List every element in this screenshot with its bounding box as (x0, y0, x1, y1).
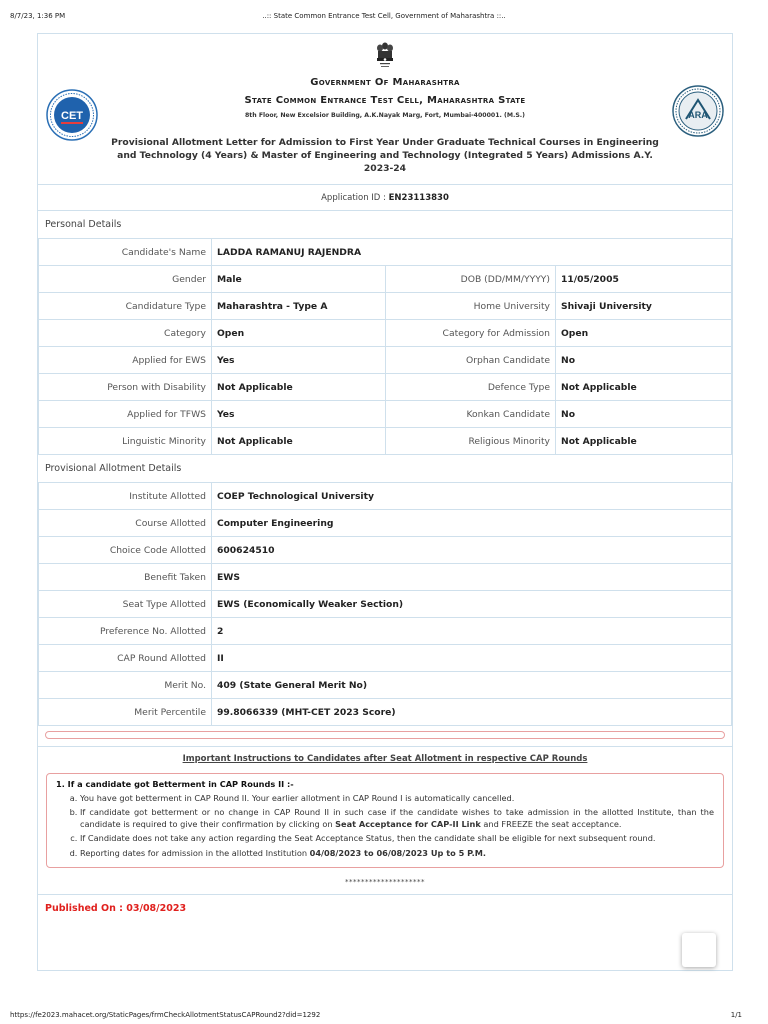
field-label: Candidature Type (39, 293, 212, 320)
svg-text:CET: CET (61, 110, 83, 122)
field-value: EWS (Economically Weaker Section) (212, 591, 732, 618)
table-row (39, 401, 732, 428)
field-label: Applied for TFWS (39, 401, 212, 428)
field-label: Linguistic Minority (39, 428, 212, 455)
application-id-label: Application ID : (321, 193, 386, 203)
field-value: Not Applicable (212, 374, 386, 401)
field-value: Not Applicable (212, 428, 386, 455)
field-label: DOB (DD/MM/YYYY) (386, 266, 556, 293)
print-url: https://fe2023.mahacet.org/StaticPages/frmCheckAllotmentStatusCAPRound2?did=1292 (10, 1011, 321, 1019)
field-value: 11/05/2005 (556, 266, 732, 293)
print-datetime: 8/7/23, 1:36 PM (10, 12, 66, 20)
reporting-dates: 04/08/2023 to 06/08/2023 Up to 5 P.M. (309, 847, 487, 858)
instruction-list (80, 793, 714, 860)
table-row (39, 347, 732, 374)
instructions-title: Important Instructions to Candidates after Seat Allotment in respective CAP Rounds (182, 754, 588, 764)
table-row (39, 428, 732, 455)
list-item (80, 793, 714, 805)
field-label: CAP Round Allotted (39, 645, 212, 672)
field-label: Orphan Candidate (386, 347, 556, 374)
stars-separator: ******************** (345, 878, 425, 886)
government-title: Government Of Maharashtra (310, 77, 460, 88)
allotment-details-table (38, 482, 732, 726)
seat-acceptance-link[interactable]: Seat Acceptance for CAP-II Link (335, 818, 481, 829)
table-row (39, 672, 732, 699)
divider (38, 746, 732, 747)
list-item (80, 807, 714, 830)
ara-logo-icon (672, 85, 724, 137)
print-tab-title: ..:: State Common Entrance Test Cell, Government of Maharashtra ::.. (262, 12, 506, 20)
table-row (39, 293, 732, 320)
instruction-number: 1. (56, 779, 65, 789)
field-label: Seat Type Allotted (39, 591, 212, 618)
personal-details-table (38, 238, 732, 455)
instruction-c-text: If Candidate does not take any action regarding the Seat Acceptance Status, then the candidate shall be eligible for next subsequent round. (80, 833, 656, 843)
letter-title: Provisional Allotment Letter for Admission to First Year Under Graduate Technical Courses in Engineering and Technology (4 Years) & Master of Engineering and Technology (Integrated 5 Years) Admissions A.Y. 2023-24 (111, 137, 659, 174)
field-value: Maharashtra - Type A (212, 293, 386, 320)
field-value: Yes (212, 401, 386, 428)
table-row (39, 483, 732, 510)
table-row (39, 239, 732, 266)
cell-title: State Common Entrance Test Cell, Maharashtra State (244, 95, 526, 106)
table-row (39, 510, 732, 537)
field-label: Preference No. Allotted (39, 618, 212, 645)
field-value: 99.8066339 (MHT-CET 2023 Score) (212, 699, 732, 726)
office-address: 8th Floor, New Excelsior Building, A.K.Nayak Marg, Fort, Mumbai-400001. (M.S.) (245, 112, 525, 119)
field-value: 409 (State General Merit No) (212, 672, 732, 699)
field-value: Shivaji University (556, 293, 732, 320)
field-label: Religious Minority (386, 428, 556, 455)
letter-header (38, 34, 732, 185)
instruction-heading (56, 779, 714, 791)
candidate-name-label: Candidate's Name (39, 239, 212, 266)
field-label: Benefit Taken (39, 564, 212, 591)
field-label: Defence Type (386, 374, 556, 401)
national-emblem-icon (374, 40, 396, 74)
field-value: No (556, 347, 732, 374)
application-id-row (38, 185, 732, 211)
list-item (80, 848, 714, 860)
field-label: Institute Allotted (39, 483, 212, 510)
table-row (39, 618, 732, 645)
table-row (39, 591, 732, 618)
field-value: Open (212, 320, 386, 347)
table-row (39, 320, 732, 347)
instruction-b-text-end: and FREEZE the seat acceptance. (483, 818, 622, 829)
instruction-b-text: If candidate got betterment or no change in CAP Round II in such case if the candidate wishes to take admission in the allotted Institute, than the candidate is required to give their confirmation by clicking on (80, 807, 714, 829)
instruction-d-text: Reporting dates for admission in the allotted Institution (80, 847, 308, 858)
table-row (39, 537, 732, 564)
published-date: Published On : 03/08/2023 (38, 894, 732, 914)
field-label: Category (39, 320, 212, 347)
list-item (80, 833, 714, 845)
field-value: 600624510 (212, 537, 732, 564)
field-label: Home University (386, 293, 556, 320)
floating-action-button[interactable] (682, 933, 716, 967)
field-label: Konkan Candidate (386, 401, 556, 428)
svg-text:ARA: ARA (688, 110, 708, 120)
table-row (39, 266, 732, 293)
instruction-a-text: You have got betterment in CAP Round II. Your earlier allotment in CAP Round I is automatically cancelled. (80, 792, 515, 803)
personal-details-title: Personal Details (45, 219, 122, 230)
table-row (39, 374, 732, 401)
field-label: Gender (39, 266, 212, 293)
field-value: Computer Engineering (212, 510, 732, 537)
field-label: Person with Disability (39, 374, 212, 401)
field-value: No (556, 401, 732, 428)
field-label: Course Allotted (39, 510, 212, 537)
field-label: Merit No. (39, 672, 212, 699)
instruction-heading-text: If a candidate got Betterment in CAP Rounds II :- (67, 779, 294, 789)
application-id-value: EN23113830 (388, 193, 449, 203)
candidate-name-value: LADDA RAMANUJ RAJENDRA (212, 239, 732, 266)
table-row (39, 699, 732, 726)
allotment-letter (37, 33, 733, 971)
field-label: Applied for EWS (39, 347, 212, 374)
field-value: Open (556, 320, 732, 347)
field-value: Yes (212, 347, 386, 374)
table-row (39, 645, 732, 672)
field-value: Not Applicable (556, 374, 732, 401)
field-value: Male (212, 266, 386, 293)
field-label: Merit Percentile (39, 699, 212, 726)
field-value: Not Applicable (556, 428, 732, 455)
print-page-count: 1/1 (730, 1011, 742, 1019)
field-value: EWS (212, 564, 732, 591)
field-value: COEP Technological University (212, 483, 732, 510)
empty-alert-bar (45, 731, 725, 739)
field-value: II (212, 645, 732, 672)
field-label: Category for Admission (386, 320, 556, 347)
table-row (39, 564, 732, 591)
allotment-details-title: Provisional Allotment Details (45, 463, 182, 474)
instructions-box (46, 773, 724, 868)
field-label: Choice Code Allotted (39, 537, 212, 564)
field-value: 2 (212, 618, 732, 645)
